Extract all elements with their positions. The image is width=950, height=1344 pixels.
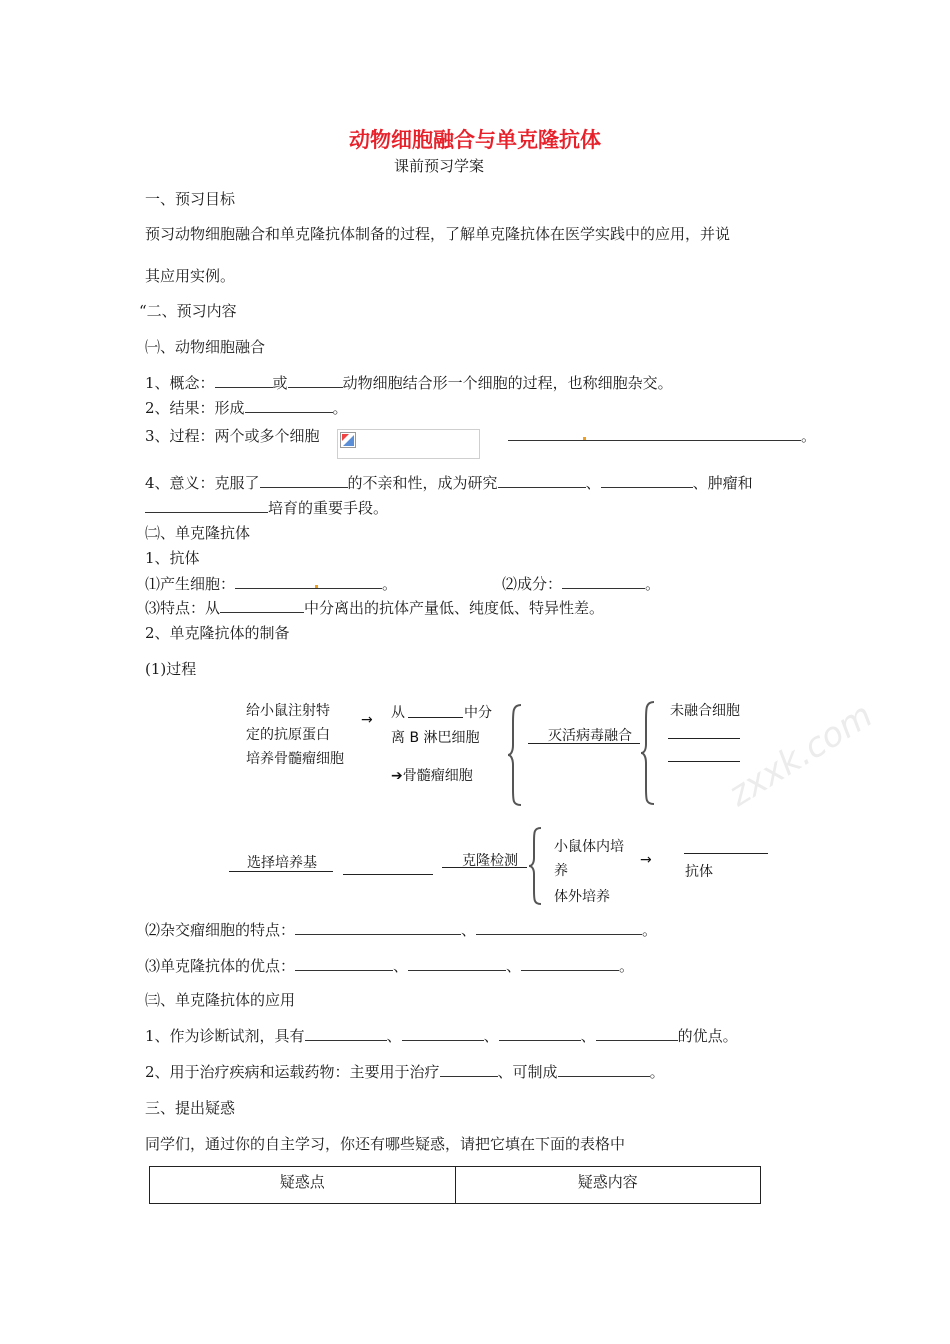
diagram-b-lymphocyte: 离 B 淋巴细胞 [391, 730, 480, 746]
hybridoma-label: ⑵杂交瘤细胞的特点： [145, 921, 296, 939]
result-label: 2、结果：形成 [145, 399, 245, 417]
diagram-antibody: 抗体 [685, 864, 713, 880]
advantage-end: 。 [619, 957, 635, 975]
blank-field[interactable] [596, 1026, 678, 1041]
watermark: zxxk.com [721, 695, 880, 815]
blank-field[interactable] [499, 1026, 581, 1041]
diagram-clone-line [442, 867, 527, 868]
process-end: 。 [801, 427, 817, 445]
broken-image-placeholder [337, 429, 480, 459]
diagnosis-sep: 、 [580, 1027, 596, 1045]
questions-intro: 同学们，通过你的自主学习，你还有哪些疑惑，请把它填在下面的表格中 [145, 1135, 626, 1153]
page-subtitle: 课前预习学案 [394, 157, 485, 175]
goals-text-line2: 其应用实例。 [145, 267, 236, 285]
diagram-blank-line [668, 738, 740, 739]
meaning-sep: 、 [585, 474, 601, 492]
diagram-blank-line [343, 874, 433, 875]
blank-field[interactable] [288, 373, 343, 388]
blank-field[interactable] [145, 498, 268, 513]
meaning-line [145, 473, 753, 493]
marker-dot [583, 437, 586, 440]
section-heading-content: “二、预习内容 [139, 302, 237, 320]
goals-text-line1: 预习动物细胞融合和单克隆抗体制备的过程，了解单克隆抗体在医学实践中的应用，并说 [145, 225, 731, 243]
diagram-myeloma: ➔骨髓瘤细胞 [391, 768, 473, 784]
diagnosis-sep: 、 [386, 1027, 402, 1045]
component-end: 。 [645, 575, 661, 593]
section-heading-questions: 三、提出疑惑 [145, 1099, 236, 1117]
meaning-tail: 培育的重要手段。 [268, 499, 389, 517]
diagnosis-label: 1、作为诊断试剂，具有 [145, 1027, 305, 1045]
result-end: 。 [332, 399, 348, 417]
diagram-invivo-2: 养 [554, 863, 568, 879]
diagram-inject-3: 培养骨髓瘤细胞 [246, 751, 344, 767]
blank-field[interactable] [558, 1062, 650, 1077]
diagram-arrow: → [361, 712, 373, 728]
diagram-select-line [229, 871, 333, 872]
section-heading-goals: 一、预习目标 [145, 190, 236, 208]
table-row [150, 1167, 761, 1204]
preparation-heading: 2、单克隆抗体的制备 [145, 624, 290, 642]
blank-field[interactable] [408, 956, 506, 971]
diagram-fuse: 灭活病毒融合 [548, 728, 632, 744]
diagram-brace-1 [507, 703, 527, 807]
diagram-invitro: 体外培养 [554, 889, 610, 905]
diagram-inject-1: 给小鼠注射特 [246, 703, 330, 719]
blank-field[interactable] [521, 956, 619, 971]
table-header-doubt-content: 疑惑内容 [455, 1167, 761, 1204]
blank-field[interactable] [295, 956, 393, 971]
diagram-select: 选择培养基 [247, 855, 317, 871]
questions-table [149, 1166, 761, 1204]
blank-field[interactable] [402, 1026, 484, 1041]
treatment-mid: 、可制成 [497, 1063, 558, 1081]
hybridoma-end: 。 [642, 921, 658, 939]
blank-field[interactable] [295, 920, 461, 935]
producing-cell-line [145, 574, 397, 594]
diagram-brace-2 [640, 700, 660, 806]
blank-field[interactable] [601, 473, 693, 488]
broken-image-icon [340, 432, 356, 448]
meaning-line2 [145, 498, 388, 518]
blank-field[interactable] [260, 473, 348, 488]
concept-or: 或 [272, 374, 288, 392]
diagram-unfused: 未融合细胞 [670, 703, 740, 719]
blank-field[interactable] [245, 398, 333, 413]
meaning-tumor: 、肿瘤和 [692, 474, 753, 492]
process-line [145, 426, 320, 446]
diagram-arrow-2: → [640, 852, 652, 868]
feature-label: ⑶特点：从 [145, 599, 221, 617]
concept-label: 1、概念： [145, 374, 215, 392]
diagram-blank-line [668, 761, 740, 762]
blank-field[interactable] [235, 574, 382, 589]
concept-tail: 动物细胞结合形一个细胞的过程，也称细胞杂交。 [342, 374, 673, 392]
hybridoma-sep: 、 [461, 921, 477, 939]
component-line [502, 574, 660, 594]
diagram-mid: 中分 [464, 705, 492, 721]
producing-cell-label: ⑴产生细胞： [145, 575, 236, 593]
treatment-end: 。 [649, 1063, 665, 1081]
antibody-heading: 1、抗体 [145, 549, 200, 567]
blank-field[interactable] [508, 426, 801, 441]
diagram-inject-2: 定的抗原蛋白 [246, 727, 330, 743]
diagram-brace-3 [528, 826, 546, 906]
diagram-blank-line [684, 853, 768, 854]
marker-dot [315, 585, 318, 588]
subsection-heading-monoclonal: ㈡、单克隆抗体 [145, 524, 251, 542]
hybridoma-line [145, 920, 657, 940]
process-blank-line [508, 426, 816, 446]
process-label: 3、过程：两个或多个细胞 [145, 427, 320, 445]
subsection-heading-fusion: ㈠、动物细胞融合 [145, 338, 266, 356]
diagram-invivo-1: 小鼠体内培 [554, 839, 624, 855]
blank-field[interactable] [440, 1062, 498, 1077]
process-heading: (1)过程 [145, 660, 197, 678]
treatment-line [145, 1062, 665, 1082]
meaning-label: 4、意义：克服了 [145, 474, 260, 492]
concept-line [145, 373, 673, 393]
diagram-clone: 克隆检测 [462, 853, 518, 869]
blank-field[interactable] [476, 920, 642, 935]
meaning-mid: 的不亲和性，成为研究 [347, 474, 498, 492]
page-title: 动物细胞融合与单克隆抗体 [349, 128, 601, 152]
diagram-blank-line [408, 717, 463, 718]
advantage-label: ⑶单克隆抗体的优点： [145, 957, 296, 975]
table-header-doubt-point: 疑惑点 [150, 1167, 456, 1204]
blank-field[interactable] [498, 473, 586, 488]
subsection-heading-application: ㈢、单克隆抗体的应用 [145, 991, 296, 1009]
feature-tail: 中分离出的抗体产量低、纯度低、特异性差。 [304, 599, 605, 617]
advantage-sep: 、 [393, 957, 409, 975]
diagnosis-end: 的优点。 [677, 1027, 738, 1045]
feature-line [145, 598, 604, 618]
diagnosis-line [145, 1026, 738, 1046]
blank-field[interactable] [215, 373, 273, 388]
advantage-sep: 、 [506, 957, 522, 975]
component-label: ⑵成分： [502, 575, 563, 593]
diagram-from: 从 [391, 705, 405, 721]
blank-field[interactable] [305, 1026, 387, 1041]
producing-cell-end: 。 [382, 575, 398, 593]
blank-field[interactable] [562, 574, 645, 589]
result-line [145, 398, 348, 418]
advantage-line [145, 956, 634, 976]
blank-field[interactable] [220, 598, 304, 613]
diagram-fuse-line [528, 743, 640, 744]
treatment-label: 2、用于治疗疾病和运载药物：主要用于治疗 [145, 1063, 440, 1081]
diagnosis-sep: 、 [483, 1027, 499, 1045]
